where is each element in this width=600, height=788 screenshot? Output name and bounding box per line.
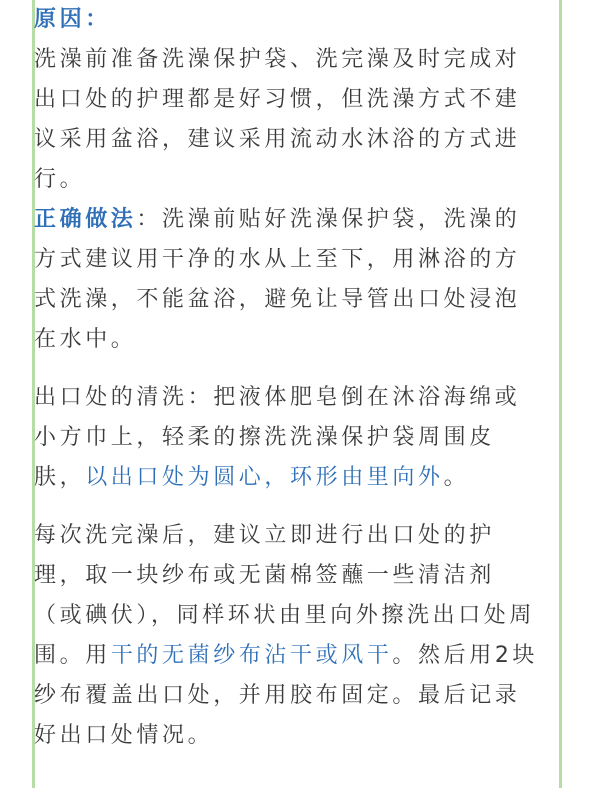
after-text: 每次洗完澡后，建议立即进行出口处的护理，取一块纱布或无菌棉签蘸一些清洁剂（或碘伏），同样环状由里向外擦洗出口处周围。用	[34, 523, 536, 668]
correct-text: ：洗澡前贴好洗澡保护袋，洗澡的方式建议用干净的水从上至下，用淋浴的方式洗澡，不能盆浴，避免让导管出口处浸泡在水中。	[34, 207, 521, 352]
reason-label: 原因：	[34, 7, 111, 32]
cleaning-paragraph	[34, 378, 544, 498]
correct-paragraph	[34, 200, 544, 360]
article-body	[34, 0, 544, 756]
cleaning-highlight: 以出口处为圆心，环形由里向外	[85, 465, 444, 490]
reason-paragraph	[34, 0, 544, 200]
cleaning-text: 出口处的清洗：把液体肥皂倒在沐浴海绵或小方巾上，轻柔的擦洗洗澡保护袋周围皮肤，	[34, 385, 521, 490]
after-paragraph	[34, 516, 544, 756]
cleaning-end: 。	[443, 465, 470, 490]
correct-label: 正确做法	[34, 207, 137, 232]
after-highlight: 干的无菌纱布沾干或风干	[110, 643, 393, 668]
after-end: 。然后用2块纱布覆盖出口处，并用胶布固定。最后记录好出口处情况。	[34, 643, 539, 748]
reason-text: 洗澡前准备洗澡保护袋、洗完澡及时完成对出口处的护理都是好习惯，但洗澡方式不建议采用盆浴，建议采用流动水沐浴的方式进行。	[34, 47, 521, 192]
